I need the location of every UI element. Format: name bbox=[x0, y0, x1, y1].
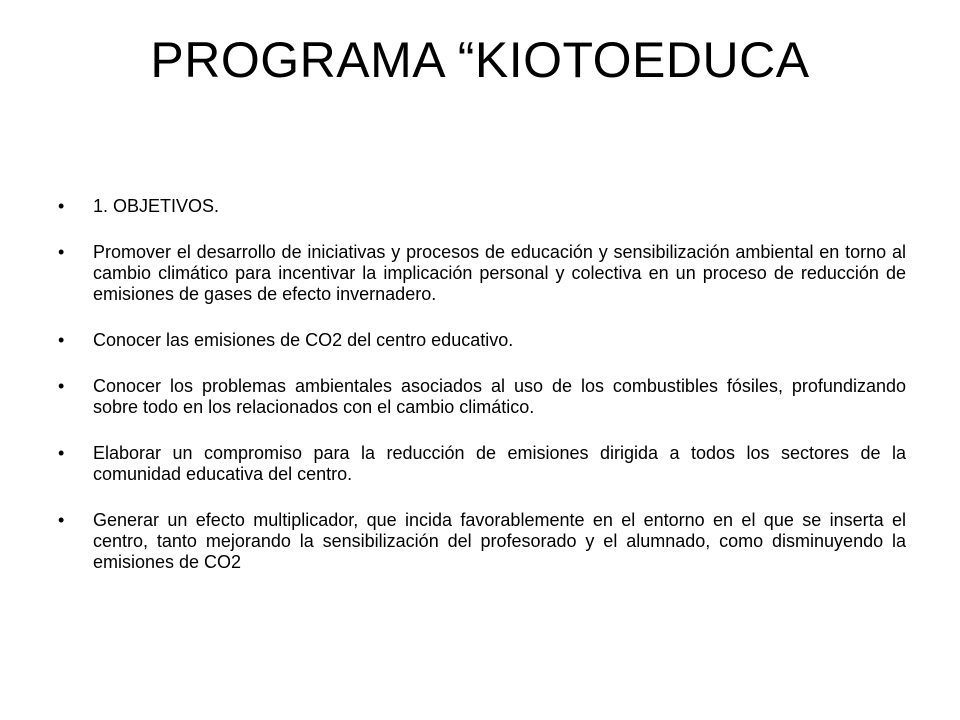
bullet-item-conocer-problemas bbox=[58, 376, 906, 418]
bullet-text: Elaborar un compromiso para la reducción de emisiones dirigida a todos los sectores de la comunidad educativa del centro. bbox=[93, 443, 906, 484]
bullet-item-elaborar bbox=[58, 443, 906, 485]
bullet-marker: • bbox=[58, 330, 65, 350]
bullet-text: Promover el desarrollo de iniciativas y procesos de educación y sensibilización ambiental en torno al cambio climático para incentivar la implicación personal y colectiva en un proceso de reducción de emisiones de gases de efecto invernadero. bbox=[93, 242, 906, 304]
bullet-item-generar bbox=[58, 510, 906, 573]
bullet-item-objetivos bbox=[58, 196, 906, 217]
bullet-marker: • bbox=[58, 196, 65, 216]
bullet-text: Conocer las emisiones de CO2 del centro educativo. bbox=[93, 330, 514, 350]
bullet-item-conocer-emisiones bbox=[58, 330, 906, 351]
bullet-text: 1. OBJETIVOS. bbox=[93, 196, 220, 216]
bullet-text: Conocer los problemas ambientales asociados al uso de los combustibles fósiles, profundizando sobre todo en los relacionados con el cambio climático. bbox=[93, 376, 906, 417]
slide-title: PROGRAMA “KIOTOEDUCA bbox=[150, 32, 810, 88]
bullet-marker: • bbox=[58, 376, 65, 396]
bullet-marker: • bbox=[58, 443, 65, 463]
bullet-marker: • bbox=[58, 242, 65, 262]
bullet-item-promover bbox=[58, 242, 906, 305]
bullet-list bbox=[58, 196, 906, 598]
bullet-text: Generar un efecto multiplicador, que incida favorablemente en el entorno en el que se inserta el centro, tanto mejorando la sensibilización del profesorado y el alumnado, como disminuyendo la emisiones de CO2 bbox=[93, 510, 906, 572]
bullet-marker: • bbox=[58, 510, 65, 530]
